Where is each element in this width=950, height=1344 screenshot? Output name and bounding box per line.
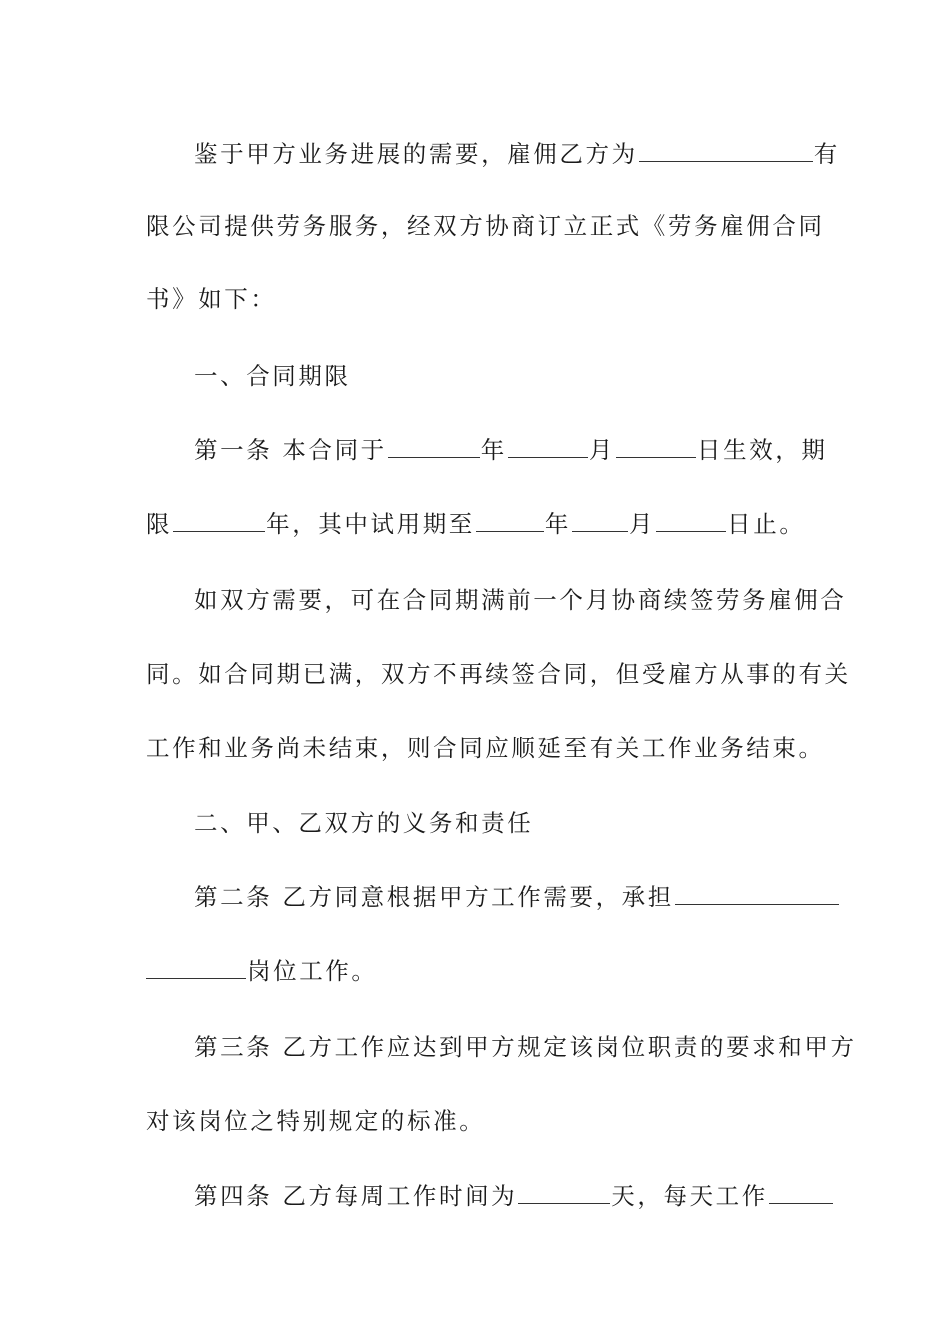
work-hours-blank[interactable]: [769, 1181, 833, 1204]
text: 限公司提供劳务服务，经双方协商订立正式《劳务雇佣合同: [146, 212, 825, 240]
text: 如双方需要，可在合同期满前一个月协商续签劳务雇佣合: [194, 586, 847, 614]
text: 年，其中试用期至: [266, 510, 475, 538]
text: 第三条 乙方工作应达到甲方规定该岗位职责的要求和甲方: [194, 1033, 857, 1061]
position-blank-continued[interactable]: [146, 956, 246, 979]
text: 书》如下：: [146, 285, 277, 313]
probation-month-blank[interactable]: [572, 509, 628, 532]
text: 鉴于甲方业务进展的需要，雇佣乙方为: [194, 140, 638, 168]
paragraph-renewal-line-3: [146, 732, 825, 764]
article-3-line-1: [194, 1031, 857, 1063]
company-name-blank[interactable]: [639, 139, 813, 162]
heading-text: 二、甲、乙双方的义务和责任: [194, 809, 534, 837]
article-1-line-2: [146, 508, 806, 540]
text: 有: [813, 140, 840, 168]
heading-text: 一、合同期限: [194, 362, 351, 390]
text: 日生效，期: [697, 436, 828, 464]
paragraph-intro-line-2: [146, 210, 825, 242]
paragraph-intro-line-3: [146, 283, 806, 315]
article-3-line-2: [146, 1105, 806, 1137]
article-4-line-1: [194, 1180, 806, 1212]
paragraph-renewal-line-2: [146, 658, 851, 690]
term-years-blank[interactable]: [173, 509, 265, 532]
start-year-blank[interactable]: [388, 435, 480, 458]
text: 年: [544, 510, 572, 538]
position-blank[interactable]: [675, 882, 839, 905]
text: 年: [480, 436, 507, 464]
text: 第二条 乙方同意根据甲方工作需要，承担: [194, 883, 674, 911]
paragraph-renewal-line-1: [194, 584, 847, 616]
probation-day-blank[interactable]: [656, 509, 726, 532]
article-1-line-1: [194, 434, 828, 466]
text: 限: [146, 510, 173, 538]
text: 日止。: [727, 510, 806, 538]
text: 天，每天工作: [611, 1182, 768, 1210]
start-day-blank[interactable]: [616, 435, 696, 458]
work-days-blank[interactable]: [518, 1181, 610, 1204]
paragraph-intro-line-1: [194, 138, 840, 170]
text: 工作和业务尚未结束，则合同应顺延至有关工作业务结束。: [146, 734, 825, 762]
text: 第四条 乙方每周工作时间为: [194, 1182, 518, 1210]
text: 岗位工作。: [247, 957, 378, 985]
text: 对该岗位之特别规定的标准。: [146, 1107, 486, 1135]
text: 月: [588, 436, 615, 464]
probation-year-blank[interactable]: [476, 509, 544, 532]
section-heading-2: [194, 807, 806, 839]
section-heading-1: [194, 360, 806, 392]
text: 月: [629, 510, 656, 538]
text: 同。如合同期已满，双方不再续签合同，但受雇方从事的有关: [146, 660, 851, 688]
article-2-line-1: [194, 881, 806, 913]
start-month-blank[interactable]: [508, 435, 588, 458]
text: 第一条 本合同于: [194, 436, 387, 464]
article-2-line-2: [146, 955, 806, 987]
